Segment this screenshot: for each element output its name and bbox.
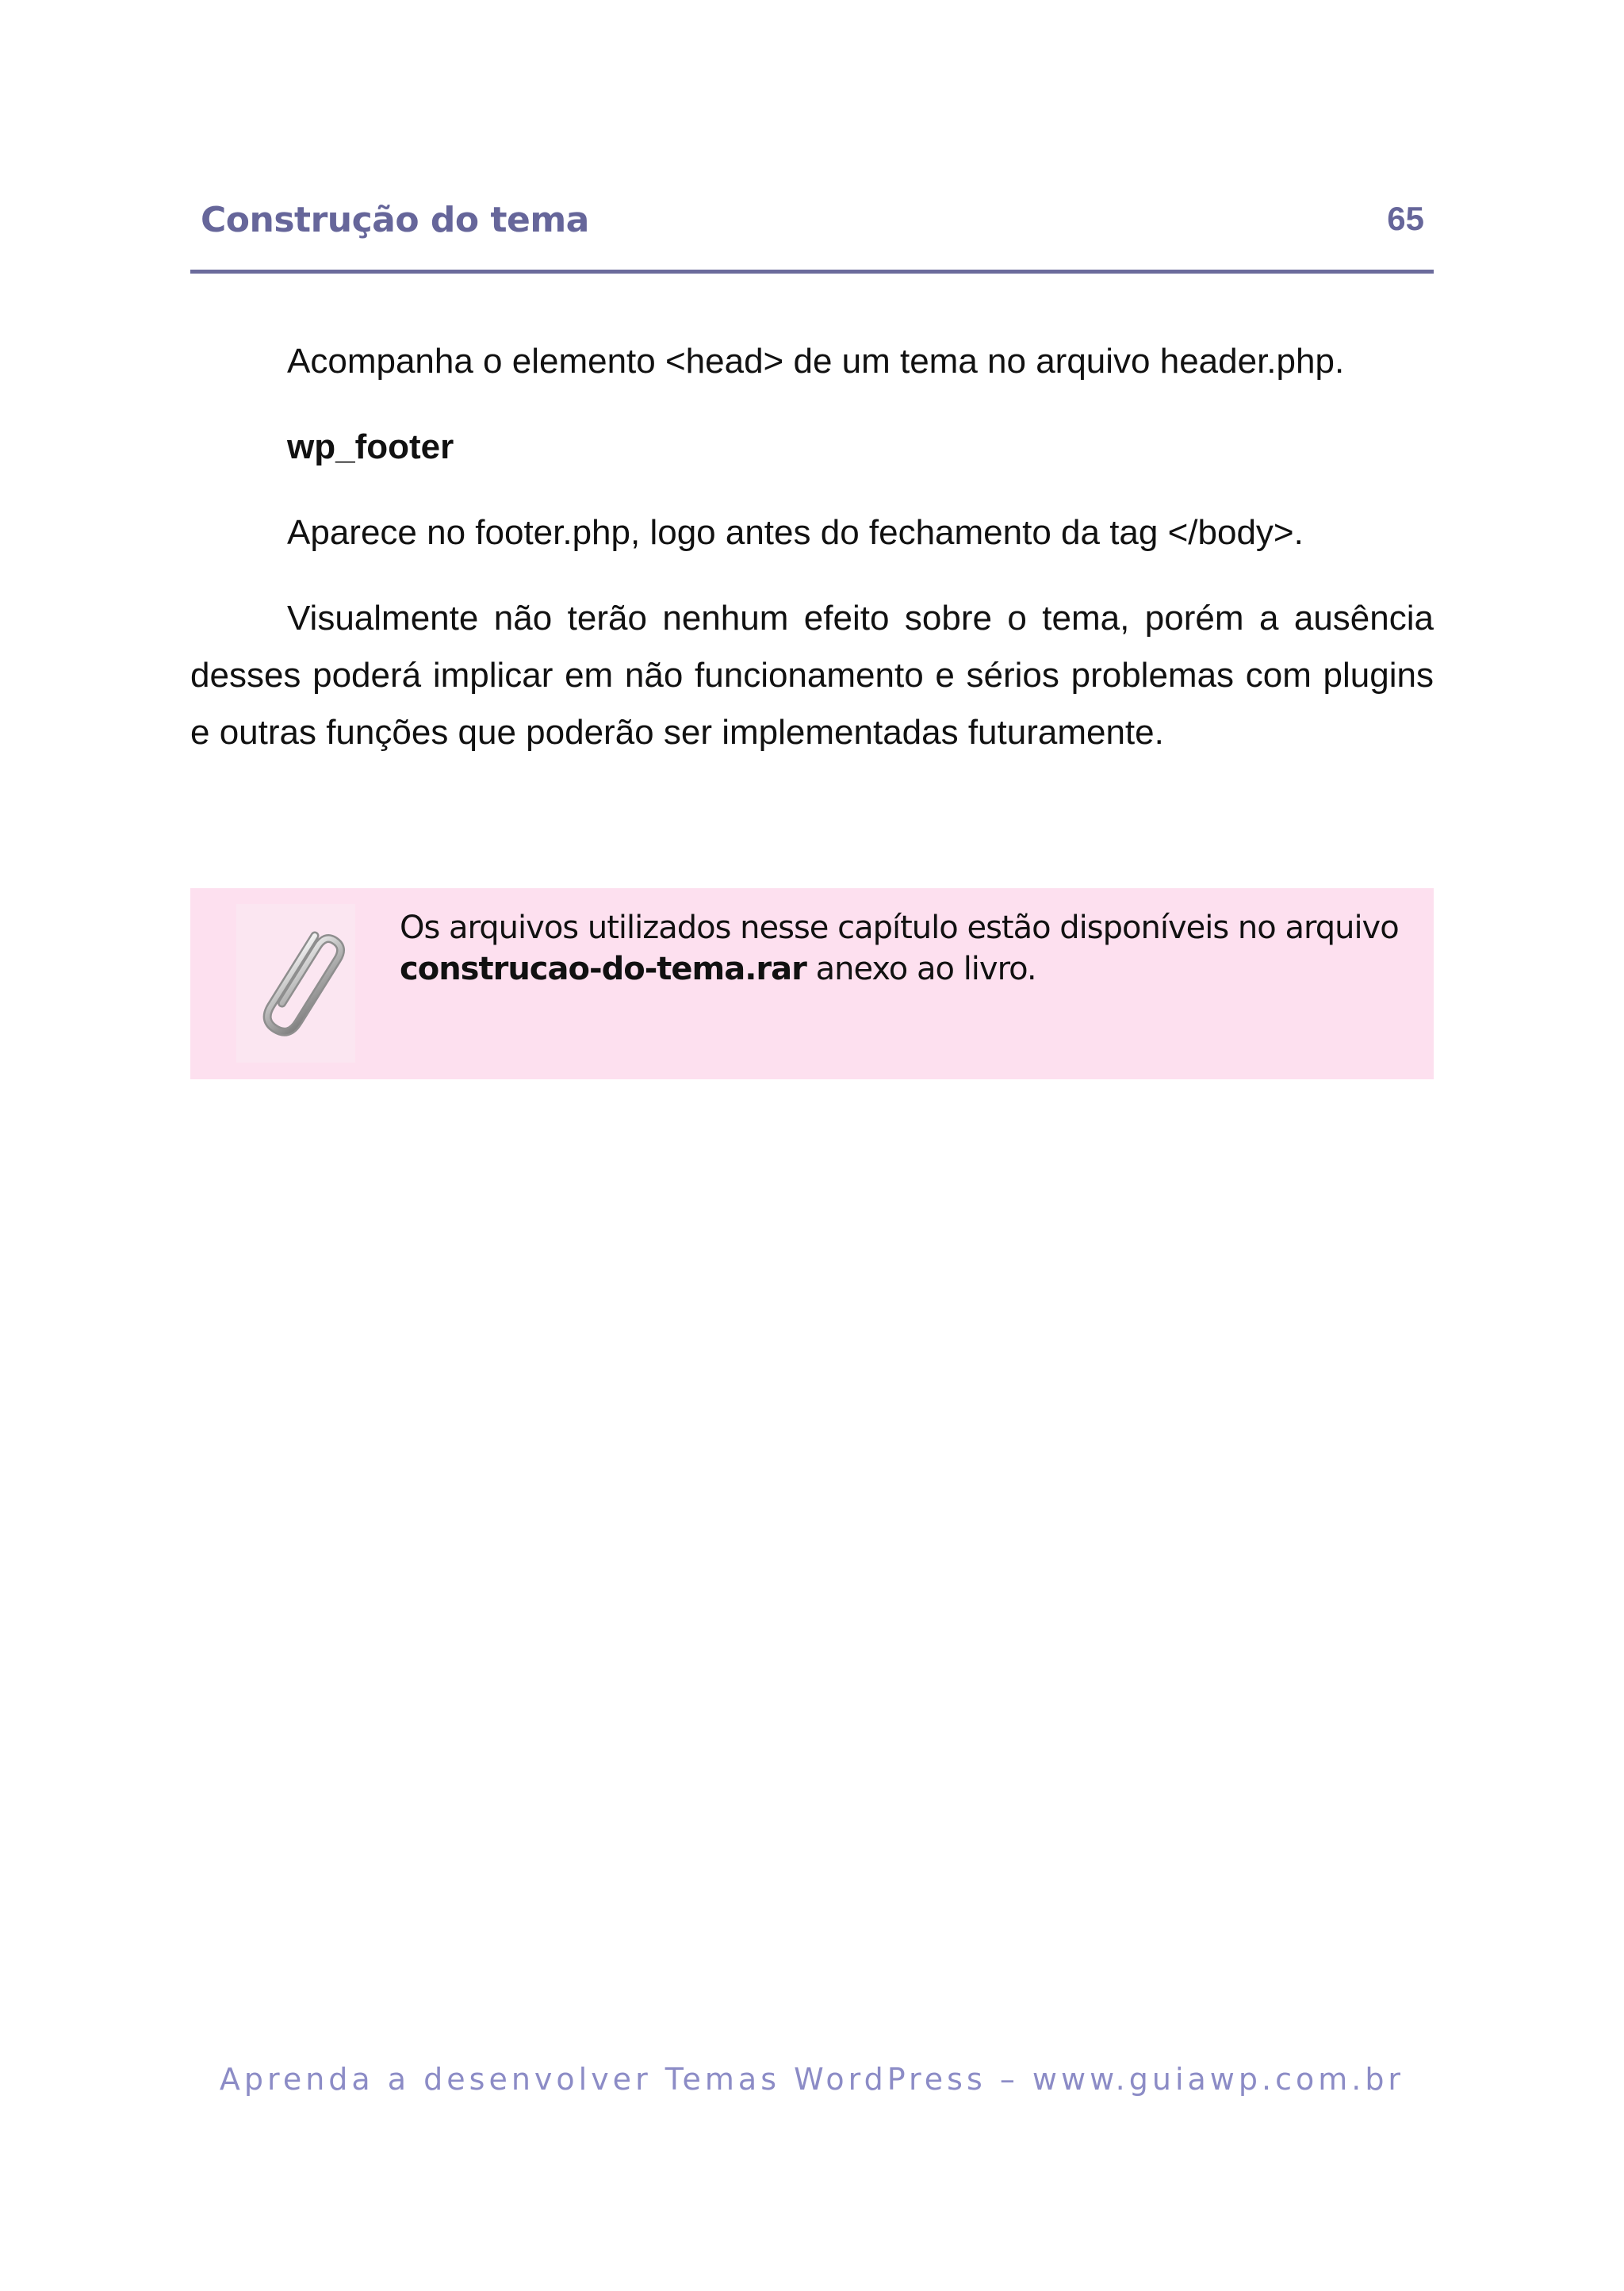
paperclip-icon [236, 904, 355, 1063]
main-content [190, 333, 1434, 790]
note-filename: construcao-do-tema.rar [400, 951, 806, 987]
page-footer: Aprenda a desenvolver Temas WordPress – www.guiawp.com.br [219, 2062, 1405, 2097]
note-text-prefix: Os arquivos utilizados nesse capítulo estão disponíveis no arquivo [400, 910, 1399, 946]
paragraph-footer-description: Aparece no footer.php, logo antes do fechamento da tag </body>. [287, 513, 1304, 552]
paragraph-head-description: Acompanha o elemento <head> de um tema no arquivo header.php. [287, 342, 1345, 381]
chapter-title: Construção do tema [201, 200, 589, 240]
note-text-suffix: anexo ao livro. [806, 951, 1036, 987]
paragraph-visual-effect: Visualmente não terão nenhum efeito sobre o tema, porém a ausência desses poderá implicar em não funcionamento e sérios problemas com plugins e outras funções que poderão ser implementadas futuramente. [190, 599, 1434, 752]
page-header [190, 190, 1434, 274]
note-box [190, 888, 1434, 1079]
function-heading-wp-footer: wp_footer [287, 427, 454, 466]
note-text [400, 907, 1407, 990]
page-number: 65 [1387, 200, 1424, 237]
